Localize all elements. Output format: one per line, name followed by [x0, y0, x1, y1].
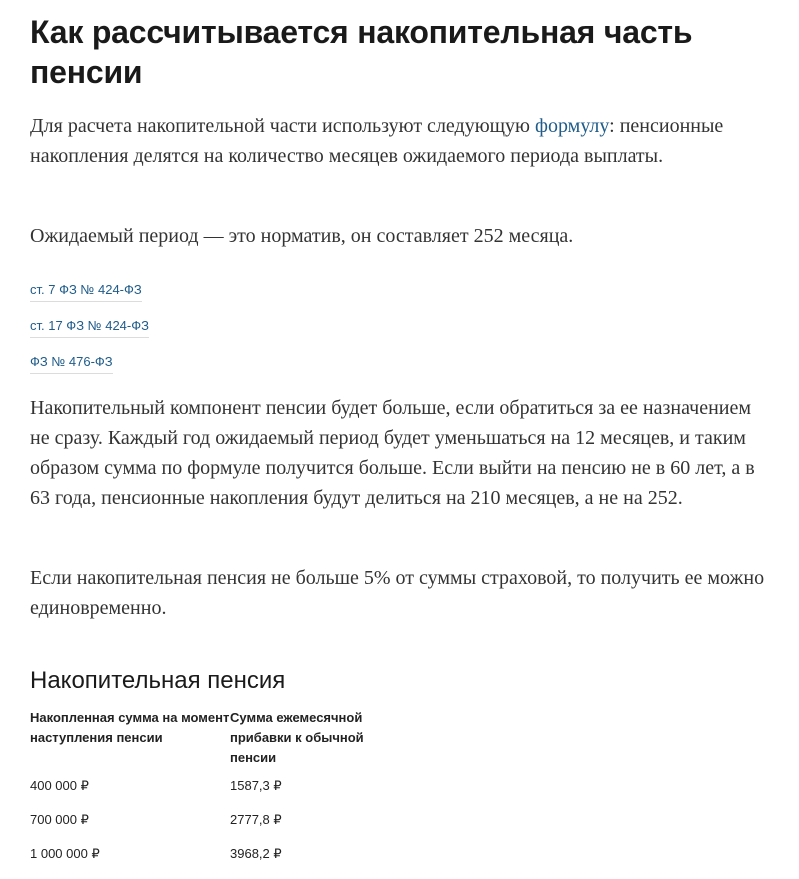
paragraph-formula	[30, 111, 770, 171]
formula-link[interactable]: формулу	[535, 115, 610, 137]
table-row	[30, 810, 390, 844]
cell-monthly: 3968,2 ₽	[230, 846, 282, 861]
paragraph-formula-end: : пенсионные накопления делятся на количество месяцев ожидаемого периода выплаты.	[30, 115, 724, 167]
table-header-row	[30, 708, 390, 776]
law-reference-link[interactable]: ФЗ № 476-ФЗ	[30, 353, 113, 374]
table-title: Накопительная пенсия	[30, 667, 286, 694]
paragraph-expected-period: Ожидаемый период — это норматив, он составляет 252 месяца.	[30, 225, 574, 247]
table-row	[30, 844, 390, 878]
column-header-monthly: Сумма ежемесячной прибавки к обычной пенсии	[230, 710, 364, 765]
page-title: Как рассчитывается накопительная часть пенсии	[30, 14, 693, 90]
law-reference-link[interactable]: ст. 7 ФЗ № 424-ФЗ	[30, 281, 142, 302]
pension-table	[30, 708, 390, 878]
cell-monthly: 2777,8 ₽	[230, 812, 282, 827]
table-row	[30, 776, 390, 810]
cell-monthly: 1587,3 ₽	[230, 778, 282, 793]
law-reference-link[interactable]: ст. 17 ФЗ № 424-ФЗ	[30, 317, 149, 338]
paragraph-formula-start: Для расчета накопительной части используют следующую	[30, 115, 535, 137]
paragraph-lump-sum: Если накопительная пенсия не больше 5% от суммы страховой, то получить ее можно единовременно.	[30, 567, 765, 619]
column-header-accumulated: Накопленная сумма на момент наступления пенсии	[30, 710, 230, 745]
cell-accumulated: 400 000 ₽	[30, 778, 89, 793]
paragraph-deferred-payout: Накопительный компонент пенсии будет больше, если обратиться за ее назначением не сразу. Каждый год ожидаемый период будет уменьшаться на 12 месяцев, и таким образом сумма по формуле получится больше. Если выйти на пенсию не в 60 лет, а в 63 года, пенсионные накопления будут делиться на 210 месяцев, а не на 252.	[30, 397, 755, 509]
cell-accumulated: 700 000 ₽	[30, 812, 89, 827]
cell-accumulated: 1 000 000 ₽	[30, 846, 100, 861]
